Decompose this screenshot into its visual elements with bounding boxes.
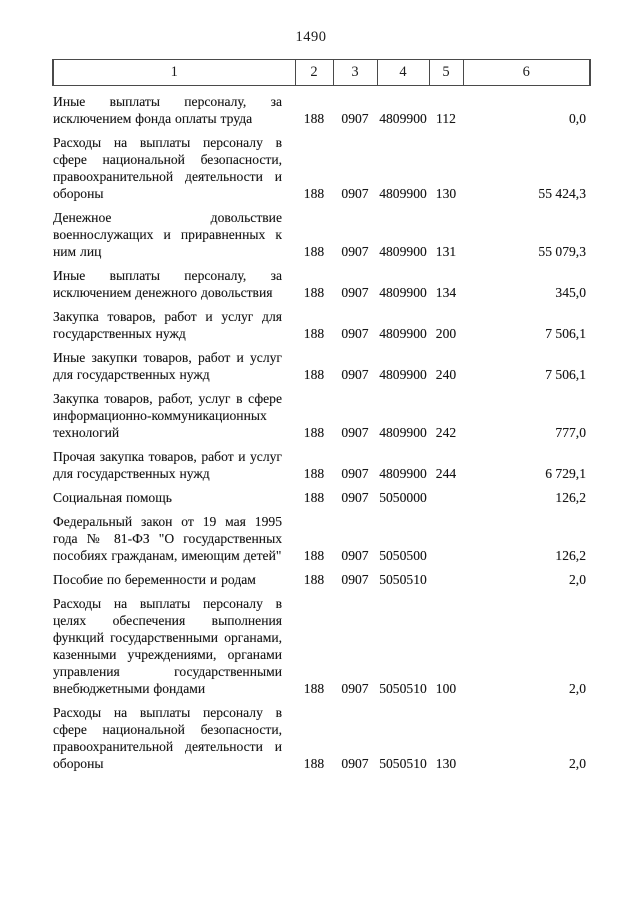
target-article-cell: 4809900	[379, 367, 427, 382]
expense-type-cell: 130	[435, 756, 457, 771]
column-header-6: 6	[463, 60, 590, 86]
grbs-code-cell: 188	[303, 466, 325, 481]
table-row	[53, 260, 590, 301]
expense-name-cell: Иные закупки товаров, работ и услуг для государственных нужд	[53, 350, 282, 382]
grbs-code-cell: 188	[303, 244, 325, 259]
budget-expenditures-table	[52, 59, 591, 772]
amount-cell: 126,2	[555, 490, 586, 505]
target-article-cell: 5050510	[379, 756, 427, 771]
expense-type-cell: 131	[435, 244, 457, 259]
grbs-code-cell: 188	[303, 572, 325, 587]
section-subsection-cell: 0907	[341, 285, 369, 300]
amount-cell: 7 506,1	[545, 326, 586, 341]
section-subsection-cell: 0907	[341, 548, 369, 563]
table-row	[53, 86, 590, 128]
table-row	[53, 127, 590, 202]
amount-cell: 6 729,1	[545, 466, 586, 481]
column-header-1: 1	[53, 60, 295, 86]
expense-name-cell: Денежное довольствие военнослужащих и приравненных к ним лиц	[53, 210, 282, 259]
expense-name-cell: Социальная помощь	[53, 490, 172, 505]
amount-cell: 345,0	[555, 285, 586, 300]
section-subsection-cell: 0907	[341, 244, 369, 259]
expense-type-cell: 100	[435, 681, 457, 696]
grbs-code-cell: 188	[303, 756, 325, 771]
expense-name-cell: Пособие по беременности и родам	[53, 572, 256, 587]
amount-cell: 55 424,3	[538, 186, 586, 201]
section-subsection-cell: 0907	[341, 111, 369, 126]
grbs-code-cell: 188	[303, 111, 325, 126]
expense-type-cell: 240	[435, 367, 457, 382]
section-subsection-cell: 0907	[341, 681, 369, 696]
table-row	[53, 588, 590, 697]
column-header-4: 4	[377, 60, 429, 86]
expense-name-cell: Закупка товаров, работ и услуг для государственных нужд	[53, 309, 282, 341]
amount-cell: 2,0	[569, 681, 586, 696]
target-article-cell: 4809900	[379, 244, 427, 259]
target-article-cell: 5050510	[379, 572, 427, 587]
expense-type-cell: 242	[435, 425, 457, 440]
grbs-code-cell: 188	[303, 285, 325, 300]
target-article-cell: 4809900	[379, 285, 427, 300]
section-subsection-cell: 0907	[341, 326, 369, 341]
target-article-cell: 4809900	[379, 425, 427, 440]
expense-type-cell: 112	[436, 111, 456, 126]
section-subsection-cell: 0907	[341, 490, 369, 505]
section-subsection-cell: 0907	[341, 466, 369, 481]
amount-cell: 0,0	[569, 111, 586, 126]
expense-type-cell	[429, 564, 463, 588]
expense-type-cell: 200	[435, 326, 457, 341]
expense-type-cell: 244	[435, 466, 457, 481]
grbs-code-cell: 188	[303, 425, 325, 440]
grbs-code-cell: 188	[303, 326, 325, 341]
expense-name-cell: Прочая закупка товаров, работ и услуг для государственных нужд	[53, 449, 282, 481]
expense-type-cell	[429, 506, 463, 564]
expense-name-cell: Федеральный закон от 19 мая 1995 года № 81-ФЗ "О государственных пособиях гражданам, имеющим детей"	[53, 514, 282, 563]
expense-type-cell: 134	[435, 285, 457, 300]
amount-cell: 55 079,3	[538, 244, 586, 259]
target-article-cell: 4809900	[379, 111, 427, 126]
target-article-cell: 5050500	[379, 548, 427, 563]
page-number: 1490	[295, 29, 327, 45]
target-article-cell: 5050510	[379, 681, 427, 696]
table-row	[53, 441, 590, 482]
section-subsection-cell: 0907	[341, 186, 369, 201]
expense-name-cell: Иные выплаты персоналу, за исключением фонда оплаты труда	[53, 94, 282, 126]
column-header-3: 3	[333, 60, 377, 86]
table-row	[53, 564, 590, 588]
table-row	[53, 697, 590, 772]
grbs-code-cell: 188	[303, 490, 325, 505]
section-subsection-cell: 0907	[341, 756, 369, 771]
table-header-row	[53, 60, 590, 86]
table-row	[53, 482, 590, 506]
target-article-cell: 4809900	[379, 186, 427, 201]
amount-cell: 126,2	[555, 548, 586, 563]
section-subsection-cell: 0907	[341, 572, 369, 587]
target-article-cell: 4809900	[379, 326, 427, 341]
target-article-cell: 5050000	[379, 490, 427, 505]
table-row	[53, 342, 590, 383]
expense-name-cell: Расходы на выплаты персоналу в сфере национальной безопасности, правоохранительной деятельности и обороны	[53, 705, 282, 771]
amount-cell: 7 506,1	[545, 367, 586, 382]
table-row	[53, 383, 590, 441]
amount-cell: 2,0	[569, 756, 586, 771]
target-article-cell: 4809900	[379, 466, 427, 481]
section-subsection-cell: 0907	[341, 367, 369, 382]
amount-cell: 2,0	[569, 572, 586, 587]
grbs-code-cell: 188	[303, 186, 325, 201]
expense-name-cell: Закупка товаров, работ, услуг в сфере информационно-коммуникационных технологий	[53, 391, 282, 440]
expense-type-cell	[429, 482, 463, 506]
column-header-5: 5	[429, 60, 463, 86]
grbs-code-cell: 188	[303, 681, 325, 696]
grbs-code-cell: 188	[303, 548, 325, 563]
expense-type-cell: 130	[435, 186, 457, 201]
table-row	[53, 301, 590, 342]
column-header-2: 2	[295, 60, 333, 86]
expense-name-cell: Расходы на выплаты персоналу в сфере национальной безопасности, правоохранительной деятельности и обороны	[53, 135, 282, 201]
section-subsection-cell: 0907	[341, 425, 369, 440]
table-row	[53, 506, 590, 564]
expense-name-cell: Иные выплаты персоналу, за исключением денежного довольствия	[53, 268, 282, 300]
grbs-code-cell: 188	[303, 367, 325, 382]
expense-name-cell: Расходы на выплаты персоналу в целях обеспечения выполнения функций государственными органами, казенными учреждениями, органами управления государственными внебюджетными фондами	[53, 596, 282, 696]
table-row	[53, 202, 590, 260]
amount-cell: 777,0	[555, 425, 586, 440]
